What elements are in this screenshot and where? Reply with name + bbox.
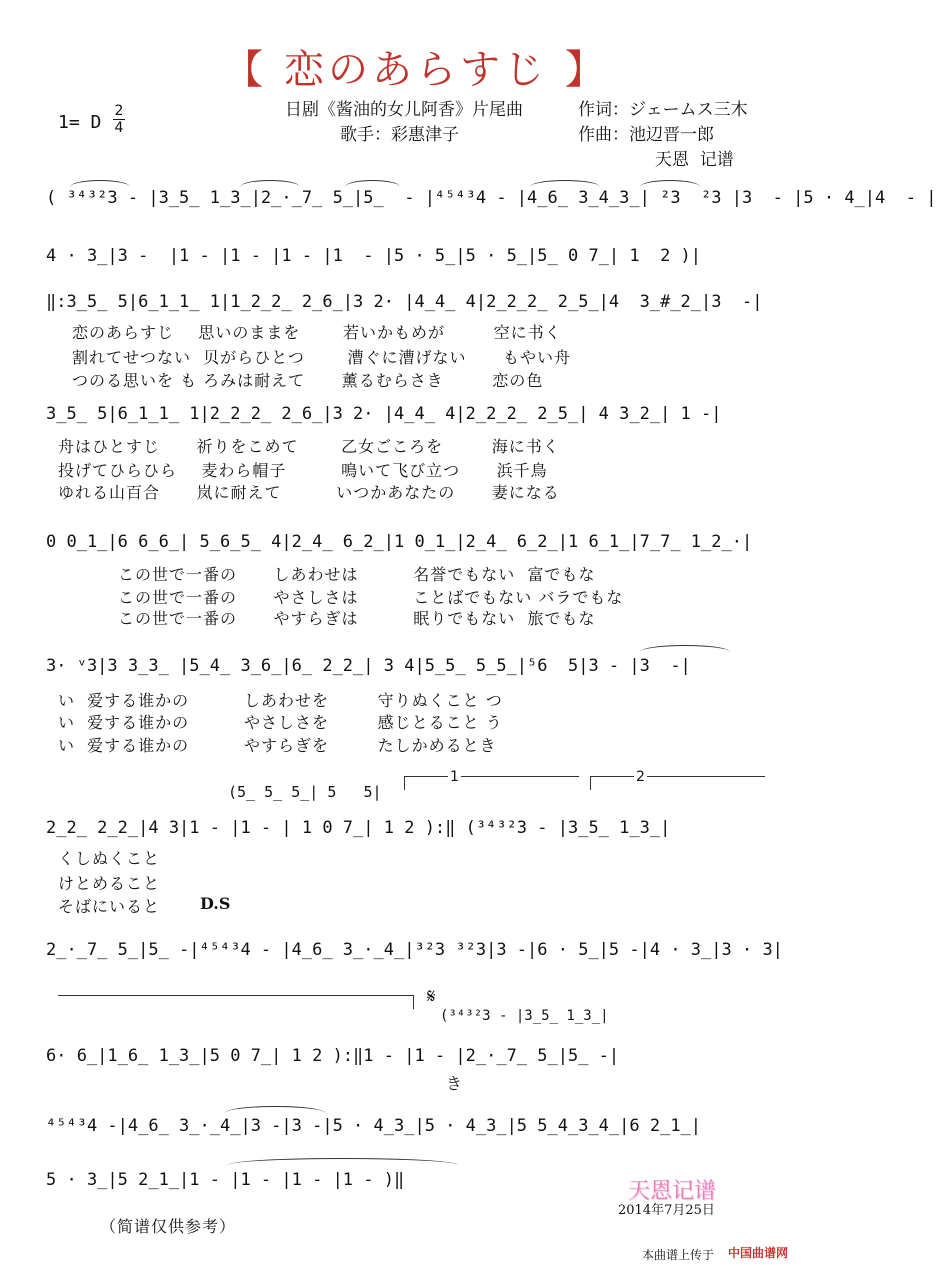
transcriber-watermark: 天恩记谱	[628, 1179, 717, 1204]
lyric-verse1-2: 割れてせつない 贝がらひとつ 漕ぐに漕げない もやい舟	[72, 348, 571, 367]
score-coda-line-2: 6· 6̲|1̲6̲ 1̲3̲|5 0 7̲| 1 2 ):‖1 - |1 - |2̲·̲7̲ 5̲|5̲ -|	[46, 1046, 620, 1066]
score-ending-line-1: 2̲2̲ 2̲2̲|4 3|1 - |1 - | 1 0 7̲| 1 2 ):‖ (³⁴³²3 - |3̲5̲ 1̲3̲|	[46, 818, 671, 838]
slur-arc	[228, 1158, 458, 1165]
score-chorus-line-2: 3· ᵛ3|3 3̲3̲ |5̲4̲ 3̲6̲|6̲ 2̲2̲| 3 4|5̲5̲ 5̲5̲|⁵6 5|3 - |3 -|	[46, 656, 691, 676]
slur-arc	[345, 180, 400, 187]
lyric-coda: き	[446, 1074, 464, 1093]
slur-arc	[640, 180, 700, 187]
score-verse-line-2: 3̲5̲ 5|6̲1̲1̲ 1|2̲2̲2̲ 2̲6̲|3 2· |4̲4̲ 4|2̲2̲2̲ 2̲5̲| 4 3̲2̲| 1 -|	[46, 404, 722, 424]
score-coda-line-3: ⁴⁵⁴³4 -|4̲6̲ 3̲·̲4̲|3 -|3 -|5 · 4̲3̲|5 · 4̲3̲|5 5̲4̲3̲4̲|6 2̲1̲|	[46, 1116, 702, 1136]
score-bridge-above: (5̲ 5̲ 5̲| 5 5|	[228, 783, 382, 801]
transcriber: 天恩 记谱	[655, 150, 734, 170]
volta-1-label: 1	[450, 769, 459, 785]
singer: 歌手：彩惠津子	[340, 125, 459, 145]
volta-2-label: 2	[636, 769, 645, 785]
lyric-verse2-1: 舟はひとすじ 祈りをこめて 乙女ごころを 海に书く	[58, 437, 560, 456]
slur-arc	[70, 180, 130, 187]
transcription-date: 2014年7月25日	[618, 1203, 715, 1218]
score-coda-line-4: 5 · 3̲|5 2̲1̲|1 - |1 - |1 - |1 - )‖	[46, 1170, 405, 1190]
lyric-chorus2-3: い 爱する谁かの やすらぎを たしかめるとき	[58, 736, 497, 755]
score-intro-line-2: 4 · 3̲|3 - |1 - |1 - |1 - |1 - |5 · 5̲|5 · 5̲|5̲ 0 7̲| 1 2 )|	[46, 246, 702, 266]
score-chorus-line-1: 0 0̲1̲|6 6̲6̲| 5̲6̲5̲ 4|2̲4̲ 6̲2̲|1 0̲1̲|2̲4̲ 6̲2̲|1 6̲1̲|7̲7̲ 1̲2̲·|	[46, 532, 753, 552]
lyric-chorus1-1: この世で一番の しあわせは 名誉でもない 富でもな	[118, 565, 596, 584]
volta-bracket-coda-end	[413, 995, 414, 1009]
lyric-verse1-1: 恋のあらすじ 思いのままを 若いかもめが 空に书く	[72, 323, 562, 342]
volta-bracket-1-start	[404, 776, 405, 790]
lyric-chorus2-2: い 爱する谁かの やさしさを 感じとること う	[58, 713, 503, 732]
volta-bracket-1	[404, 776, 579, 777]
lyric-verse2-3: ゆれる山百合 岚に耐えて いつかあなたの 妻になる	[58, 483, 560, 502]
volta-bracket-2-start	[590, 776, 591, 790]
disclaimer-note: （简谱仅供参考）	[100, 1217, 237, 1236]
lyric-verse1-3: つのる思いを も ろみは耐えて 薰るむらさき 恋の色	[72, 371, 544, 390]
lyric-ending-1: くしぬくこと	[58, 849, 161, 868]
subtitle: 日剧《酱油的女儿阿香》片尾曲	[285, 100, 523, 120]
site-logo[interactable]: 中国曲谱网	[728, 1246, 789, 1260]
dal-segno-marking: D.S	[200, 894, 231, 913]
slur-arc	[530, 180, 600, 187]
lyric-chorus2-1: い 爱する谁かの しあわせを 守りぬくこと つ	[58, 691, 503, 710]
slur-arc	[640, 645, 730, 652]
footer-upload-note: 本曲谱上传于	[642, 1248, 715, 1262]
time-denominator: 4	[114, 120, 124, 136]
score-verse-line-1: ‖:3̲5̲ 5|6̲1̲1̲ 1|1̲2̲2̲ 2̲6̲|3 2· |4̲4̲ 4|2̲2̲2̲ 2̲5̲|4 3̲#̲2̲|3 -|	[46, 292, 763, 312]
volta-bracket-2	[590, 776, 765, 777]
lyric-ending-2: けとめること	[58, 874, 161, 893]
slur-arc	[240, 180, 300, 187]
score-coda-line-1: 2̲·̲7̲ 5̲|5̲ -|⁴⁵⁴³4 - |4̲6̲ 3̲·̲4̲|³²3 ³²3|3 -|6 · 5̲|5 -|4 · 3̲|3 · 3|	[46, 940, 783, 960]
time-signature	[113, 104, 125, 135]
lyric-chorus1-2: この世で一番の やさしさは ことばでもない バラでもな	[118, 588, 624, 607]
segno-sign: 𝄋	[427, 984, 436, 1008]
key-signature: 1= D	[58, 112, 102, 133]
score-intro-line-1: ( ³⁴³²3 - |3̲5̲ 1̲3̲|2̲·̲7̲ 5̲|5̲ - |⁴⁵⁴³4 - |4̲6̲ 3̲4̲3̲| ²3 ²3 |3 - |5 · 4̲|4 - |	[46, 188, 936, 208]
composer: 作曲：池辺晋一郎	[578, 125, 714, 145]
lyric-ending-3: そばにいると	[58, 897, 161, 916]
slur-arc	[225, 1106, 325, 1113]
lyric-chorus1-3: この世で一番の やすらぎは 眠りでもない 旅でもな	[118, 609, 596, 628]
time-numerator: 2	[114, 103, 124, 119]
volta-bracket-coda	[58, 995, 413, 996]
lyricist: 作词：ジェームス三木	[578, 100, 748, 120]
score-title: 【 恋のあらすじ 】	[223, 47, 609, 93]
lyric-verse2-2: 投げてひらひら 麦わら帽子 鳴いて飞び立つ 浜千鳥	[58, 461, 548, 480]
score-coda-above: (³⁴³²3 - |3̲5̲ 1̲3̲|	[440, 1008, 609, 1024]
